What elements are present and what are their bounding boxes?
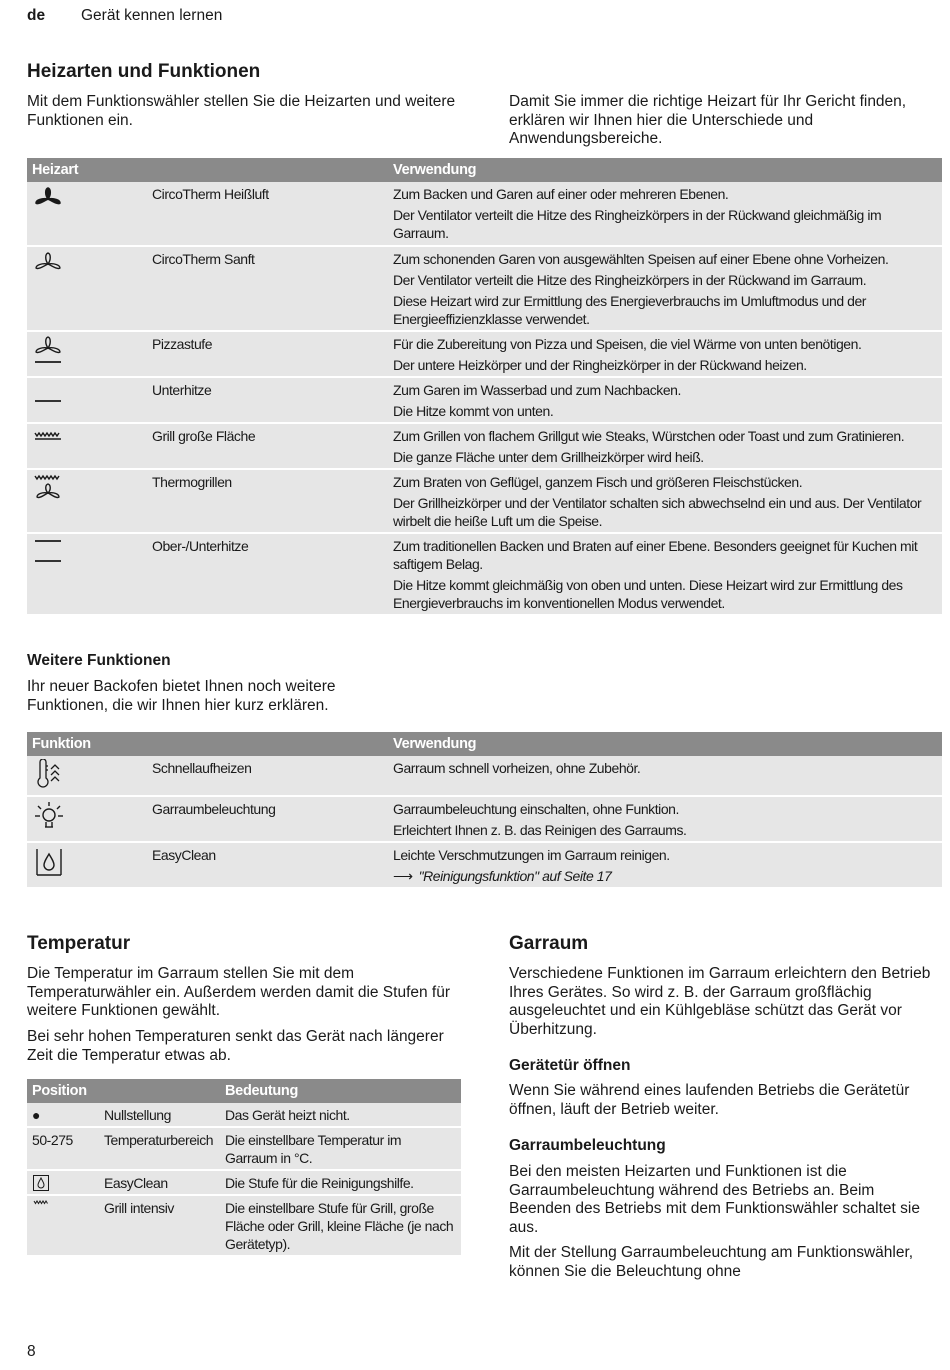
easyclean-icon bbox=[32, 846, 66, 878]
use-text: Zum Grillen von flachem Grillgut wie Steaks, Würstchen oder Toast und zum Gratinieren. bbox=[393, 428, 905, 444]
table-row bbox=[27, 182, 942, 246]
icon-cell bbox=[27, 533, 147, 615]
geraetetuer-title: Gerätetür öffnen bbox=[509, 1057, 631, 1074]
column-header-position: Position bbox=[27, 1079, 220, 1103]
table-row bbox=[27, 469, 942, 533]
use-text: Diese Heizart wird zur Ermittlung des Energieverbrauchs im Umluftmodus und der Energieeffizienzklasse verwendet. bbox=[393, 293, 866, 327]
heizart-name: CircoTherm Heißluft bbox=[152, 186, 269, 202]
top-bottom-heat-icon bbox=[32, 537, 64, 569]
column-header-funktion: Funktion bbox=[27, 732, 388, 756]
use-text: Garraum schnell vorheizen, ohne Zubehör. bbox=[393, 760, 641, 776]
heizart-name: CircoTherm Sanft bbox=[152, 251, 255, 267]
funktion-name: Garraumbeleuchtung bbox=[152, 801, 276, 817]
heizart-name: Ober-/Unterhitze bbox=[152, 538, 249, 554]
garraum-title: Garraum bbox=[509, 933, 589, 954]
page-number: 8 bbox=[27, 1343, 36, 1360]
position-name: Grill intensiv bbox=[104, 1200, 174, 1216]
grill-large-icon bbox=[32, 427, 64, 447]
icon-cell bbox=[27, 756, 147, 796]
heizart-name: Grill große Fläche bbox=[152, 428, 256, 444]
icon-cell bbox=[27, 469, 147, 533]
table-row bbox=[27, 246, 942, 331]
garraumbeleuchtung-title: Garraumbeleuchtung bbox=[509, 1137, 666, 1154]
table-row bbox=[27, 331, 942, 377]
table-row bbox=[27, 1170, 461, 1195]
heizarten-table bbox=[27, 158, 942, 616]
meaning-text: Das Gerät heizt nicht. bbox=[225, 1107, 350, 1123]
heizarten-intro-left: Mit dem Funktionswähler stellen Sie die Heizarten und weitere Funktionen ein. bbox=[27, 93, 456, 129]
bottom-heat-icon bbox=[32, 381, 64, 409]
rapid-heat-icon bbox=[32, 759, 66, 791]
language-code: de bbox=[27, 7, 46, 24]
funktion-name: EasyClean bbox=[152, 847, 216, 863]
table-row bbox=[27, 756, 942, 796]
table-row bbox=[27, 423, 942, 469]
use-text: Erleichtert Ihnen z. B. das Reinigen des Garraums. bbox=[393, 822, 687, 838]
use-text: Zum Garen im Wasserbad und zum Nachbacken. bbox=[393, 382, 681, 398]
funktion-name: Schnellaufheizen bbox=[152, 760, 252, 776]
column-header-verwendung: Verwendung bbox=[388, 158, 942, 182]
reference-text: "Reinigungsfunktion" auf Seite 17 bbox=[418, 868, 612, 884]
position-value: 50-275 bbox=[32, 1132, 73, 1148]
use-text: Der Ventilator verteilt die Hitze des Ringheizkörpers in der Rückwand gleichmäßig im Garraum. bbox=[393, 207, 882, 241]
table-row bbox=[27, 842, 942, 888]
use-text: Zum traditionellen Backen und Braten auf einer Ebene. Besonders geeignet für Kuchen mit saftigem Belag. bbox=[393, 538, 918, 572]
garraum-p3: Bei den meisten Heizarten und Funktionen ist die Garraumbeleuchtung während des Betriebs an. Beim Beenden des Betriebs mit dem Funktionswähler schaltet sie aus. bbox=[509, 1163, 920, 1236]
temperatur-p2: Bei sehr hohen Temperaturen senkt das Gerät nach längerer Zeit die Temperatur etwas ab. bbox=[27, 1028, 444, 1064]
use-text: Garraumbeleuchtung einschalten, ohne Funktion. bbox=[393, 801, 679, 817]
heizarten-intro-right: Damit Sie immer die richtige Heizart für Ihr Gericht finden, erklären wir Ihnen hier die Unterschiede und Anwendungsbereiche. bbox=[509, 93, 907, 148]
use-text: Leichte Verschmutzungen im Garraum reinigen. bbox=[393, 847, 670, 863]
table-header-row bbox=[27, 732, 942, 756]
column-header-heizart: Heizart bbox=[27, 158, 388, 182]
fan-icon bbox=[32, 185, 64, 215]
table-row bbox=[27, 533, 942, 615]
chapter-title: Gerät kennen lernen bbox=[81, 7, 223, 24]
icon-cell bbox=[27, 796, 147, 842]
use-text: Der Grillheizkörper und der Ventilator schalten sich abwechselnd ein und aus. Der Ventilator wirbelt die heiße Luft um die Speise. bbox=[393, 495, 922, 529]
table-row bbox=[27, 1195, 461, 1256]
position-value: ● bbox=[32, 1107, 41, 1123]
table-row bbox=[27, 1127, 461, 1170]
icon-cell bbox=[27, 842, 147, 888]
use-text: Zum Backen und Garen auf einer oder mehreren Ebenen. bbox=[393, 186, 729, 202]
thermogrill-icon bbox=[32, 473, 64, 505]
temperatur-title: Temperatur bbox=[27, 933, 131, 954]
grill-small-icon bbox=[32, 1199, 50, 1209]
oven-light-icon bbox=[32, 800, 66, 832]
icon-cell bbox=[27, 1195, 99, 1256]
icon-cell bbox=[27, 423, 147, 469]
garraum-p2: Wenn Sie während eines laufenden Betriebs die Gerätetür öffnen, läuft der Betrieb weiter. bbox=[509, 1082, 910, 1118]
garraum-p4: Mit der Stellung Garraumbeleuchtung am Funktionswähler, können Sie die Beleuchtung ohne bbox=[509, 1244, 914, 1280]
use-text: Die ganze Fläche unter dem Grillheizkörper wird heiß. bbox=[393, 449, 704, 465]
table-header-row bbox=[27, 1079, 461, 1103]
icon-cell bbox=[27, 182, 147, 246]
position-name: Nullstellung bbox=[104, 1107, 171, 1123]
table-row bbox=[27, 796, 942, 842]
fan-outline-icon bbox=[32, 250, 64, 280]
use-text: Die Hitze kommt gleichmäßig von oben und unten. Diese Heizart wird zur Ermittlung des Energieverbrauchs im konventionellen Modus verwendet. bbox=[393, 577, 903, 611]
garraum-p1: Verschiedene Funktionen im Garraum erleichtern den Betrieb Ihres Gerätes. So wird z. B. der Garraum großflächig ausgeleuchtet und ein Kühlgebläse schützt das Gerät vor Überhitzung. bbox=[509, 965, 931, 1038]
table-row bbox=[27, 1103, 461, 1127]
icon-cell bbox=[27, 331, 147, 377]
icon-cell bbox=[27, 1170, 99, 1195]
arrow-right-icon: ⟶ bbox=[393, 868, 413, 884]
table-row bbox=[27, 377, 942, 423]
use-text: Der untere Heizkörper und der Ringheizkörper in der Rückwand heizen. bbox=[393, 357, 807, 373]
icon-cell bbox=[27, 246, 147, 331]
use-text: Zum schonenden Garen von ausgewählten Speisen auf einer Ebene ohne Vorheizen. bbox=[393, 251, 889, 267]
temperatur-p1: Die Temperatur im Garraum stellen Sie mit dem Temperaturwähler ein. Außerdem werden damit die Stufen für weitere Funktionen gewählt. bbox=[27, 965, 451, 1020]
meaning-text: Die Stufe für die Reinigungshilfe. bbox=[225, 1175, 414, 1191]
temperatur-table bbox=[27, 1079, 461, 1257]
position-name: EasyClean bbox=[104, 1175, 168, 1191]
easyclean-icon bbox=[32, 1174, 50, 1192]
use-text: Die Hitze kommt von unten. bbox=[393, 403, 554, 419]
use-text: Für die Zubereitung von Pizza und Speisen, die viel Wärme von unten benötigen. bbox=[393, 336, 862, 352]
pizza-setting-icon bbox=[32, 335, 64, 367]
table-header-row bbox=[27, 158, 942, 182]
heizarten-title: Heizarten und Funktionen bbox=[27, 61, 261, 82]
page-reference-link[interactable] bbox=[393, 867, 937, 885]
use-text: Zum Braten von Geflügel, ganzem Fisch und größeren Fleischstücken. bbox=[393, 474, 803, 490]
column-header-verwendung: Verwendung bbox=[388, 732, 942, 756]
use-text: Der Ventilator verteilt die Hitze des Ringheizkörpers in der Rückwand im Garraum. bbox=[393, 272, 867, 288]
weitere-intro: Ihr neuer Backofen bietet Ihnen noch weitere Funktionen, die wir Ihnen hier kurz erklären. bbox=[27, 678, 336, 714]
heizart-name: Unterhitze bbox=[152, 382, 212, 398]
meaning-text: Die einstellbare Temperatur im Garraum in °C. bbox=[225, 1132, 402, 1166]
meaning-text: Die einstellbare Stufe für Grill, große Fläche oder Grill, kleine Fläche (je nach Gerätetyp). bbox=[225, 1200, 454, 1252]
icon-cell bbox=[27, 377, 147, 423]
heizart-name: Thermogrillen bbox=[152, 474, 232, 490]
page-header bbox=[27, 7, 222, 25]
column-header-bedeutung: Bedeutung bbox=[220, 1079, 461, 1103]
heizart-name: Pizzastufe bbox=[152, 336, 213, 352]
weitere-table bbox=[27, 732, 942, 889]
position-name: Temperaturbereich bbox=[104, 1132, 214, 1148]
weitere-title: Weitere Funktionen bbox=[27, 652, 171, 669]
